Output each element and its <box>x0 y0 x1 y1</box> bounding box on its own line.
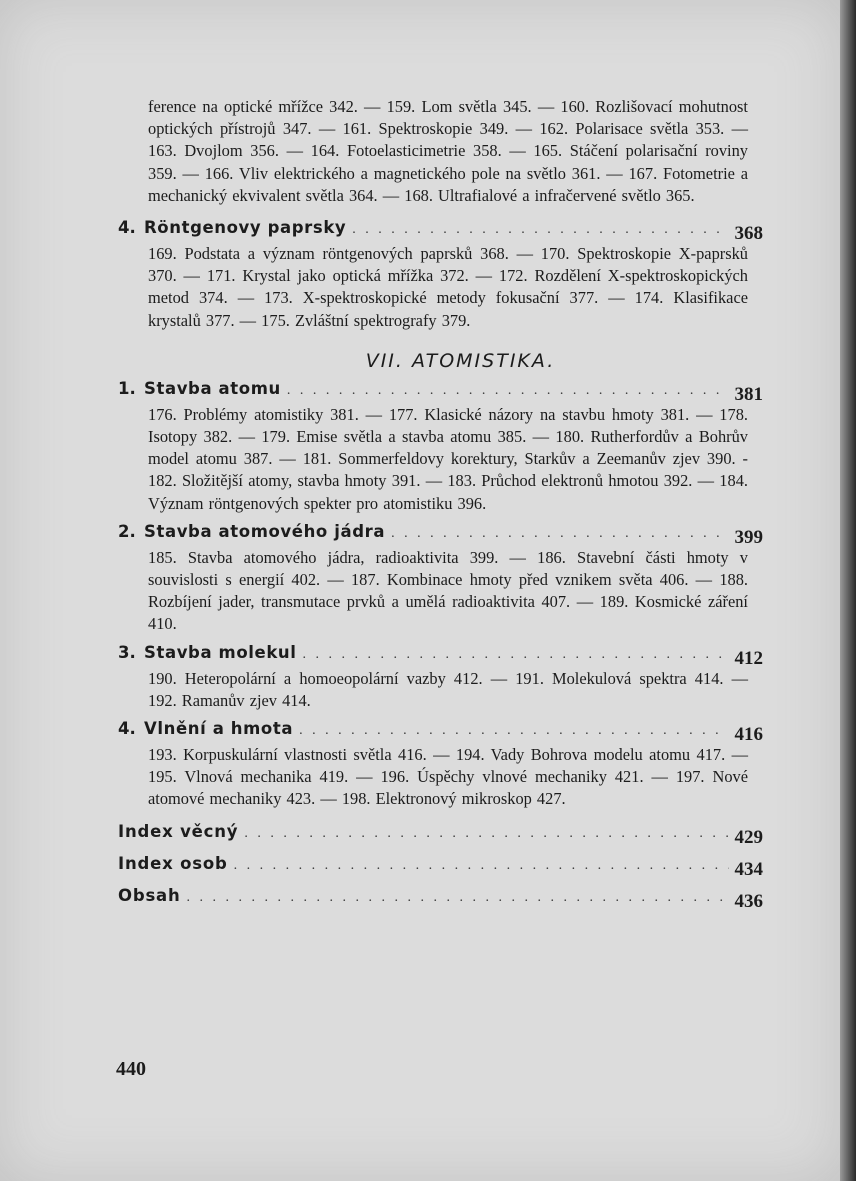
entry-page: 412 <box>734 647 763 669</box>
intro-paragraph: ference na optické mřížce 342. — 159. Lom světla 345. — 160. Rozlišovací mohutnost optických přístrojů 347. — 161. Spektroskopie 349. — 162. Polarisace světla 353. — 163. Dvojlom 356. — 164. Fotoelasticimetrie 358. — 165. Stáčení polarisační roviny 359. — 166. Vliv elektrického a magnetického pole na světlo 361. — 167. Fotometrie a mechanický ekvivalent světla 364. — 168. Ultrafialové a infračervené světlo 365. <box>148 97 748 205</box>
book-spine-shadow <box>840 0 856 1181</box>
entry-title: Index osob <box>118 853 228 873</box>
entry-number: 1. <box>118 378 136 398</box>
entry-title: Obsah <box>118 885 181 905</box>
entry-body: 169. Podstata a význam röntgenových paprsků 368. — 170. Spektroskopie X-paprsků 370. — 171. Krystal jako optická mřížka 372. — 172. Rozdělení X-spektroskopických metod 374. — 173. X-spektroskopické metody fokusační 377. — 174. Klasifikace krystalů 377. — 175. Zvláštní spektrografy 379. <box>148 244 748 330</box>
leader-dots <box>391 526 728 542</box>
entry-title: Stavba atomového jádra <box>144 521 386 541</box>
toc-content <box>118 96 763 912</box>
toc-entry-stavba-molekul[interactable] <box>118 642 763 669</box>
leader-dots <box>234 858 729 874</box>
entry-page: 368 <box>734 223 763 245</box>
entry-page: 399 <box>734 526 763 548</box>
toc-entry-vlneni-a-hmota[interactable] <box>118 718 763 746</box>
entry-title: Röntgenovy paprsky <box>144 218 347 238</box>
entry-title: Vlnění a hmota <box>144 719 294 739</box>
entry-page: 429 <box>734 826 763 848</box>
toc-entry-stavba-atomu[interactable] <box>118 378 763 405</box>
leader-dots <box>299 723 728 739</box>
toc-entry-index-vecny[interactable] <box>118 821 763 848</box>
entry-page: 416 <box>734 724 763 746</box>
entry-page: 436 <box>734 890 763 912</box>
leader-dots <box>352 222 728 238</box>
entry-number: 3. <box>118 642 136 662</box>
entry-body: 185. Stavba atomového jádra, radioaktivita 399. — 186. Stavební části hmoty v souvislosti s energií 402. — 187. Kombinace hmoty před vznikem světa 406. — 188. Rozbíjení jader, transmutace prvků a umělá radioaktivita 407. — 189. Kosmické záření 410. <box>148 547 748 634</box>
page-number: 440 <box>116 1058 146 1080</box>
entry-title: Index věcný <box>118 821 239 841</box>
chapter-heading: VII. ATOMISTIKA. <box>365 349 556 372</box>
entry-title: Stavba atomu <box>144 378 281 398</box>
toc-entry-stavba-jadra[interactable] <box>118 521 763 548</box>
entry-body: 176. Problémy atomistiky 381. — 177. Klasické názory na stavbu hmoty 381. — 178. Isotopy 382. — 179. Emise světla a stavba atomu 385. — 180. Rutherfordův a Bohrův model atomu 387. — 181. Sommerfeldovy korektury, Starkův a Zeemanův zjev 390. - 182. Složitější atomy, stavba hmoty 391. — 183. Průchod elektronů hmotou 392. — 184. Význam röntgenových spekter pro atomistiku 396. <box>148 404 748 513</box>
entry-number: 2. <box>118 521 136 541</box>
entry-number: 4. <box>118 719 136 739</box>
leader-dots <box>287 383 729 399</box>
entry-page: 381 <box>734 383 763 405</box>
entry-page: 434 <box>734 858 763 880</box>
entry-title: Stavba molekul <box>144 642 297 662</box>
toc-entry-obsah[interactable] <box>118 885 763 912</box>
leader-dots <box>244 826 728 842</box>
toc-entry-index-osob[interactable] <box>118 853 763 880</box>
entry-body: 190. Heteropolární a homoeopolární vazby 412. — 191. Molekulová spektra 414. — 192. Ramanův zjev 414. <box>148 668 748 710</box>
leader-dots <box>187 890 729 906</box>
toc-entry-rontgen[interactable] <box>118 217 763 245</box>
entry-number: 4. <box>118 218 136 238</box>
entry-body: 193. Korpuskulární vlastnosti světla 416. — 194. Vady Bohrova modelu atomu 417. — 195. Vlnová mechanika 419. — 196. Úspěchy vlnové mechaniky 421. — 197. Nové atomové mechaniky 423. — 198. Elektronový mikroskop 427. <box>148 745 748 809</box>
leader-dots <box>303 647 729 663</box>
